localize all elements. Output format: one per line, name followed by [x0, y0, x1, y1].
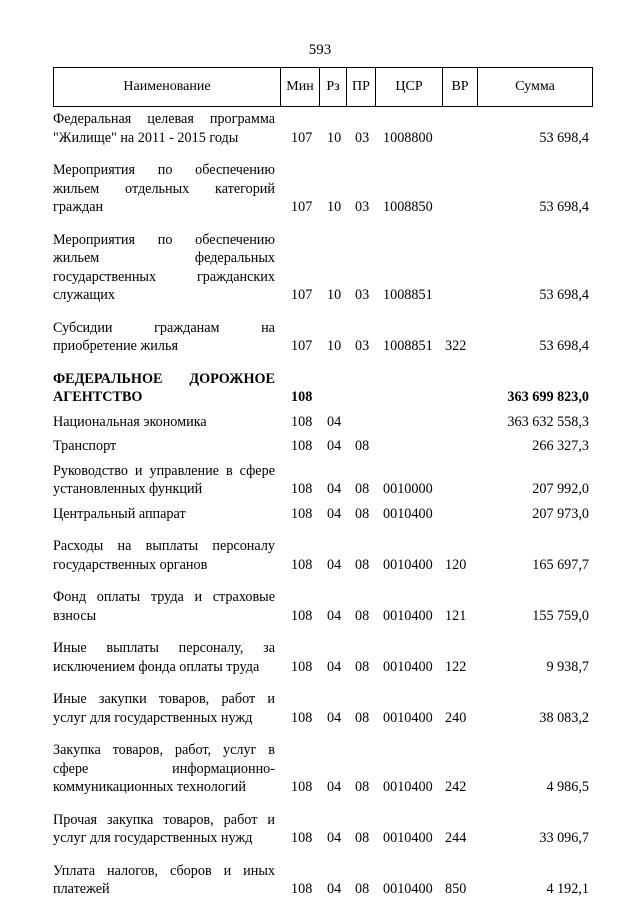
row-min: 107 — [291, 287, 313, 303]
row-name: Национальная экономика — [53, 413, 207, 430]
row-vr: 850 — [445, 881, 467, 897]
table-row — [53, 537, 593, 574]
row-rz: 04 — [327, 505, 342, 522]
row-min: 108 — [291, 556, 313, 573]
table-row — [53, 639, 593, 676]
row-sum: 33 096,7 — [539, 830, 589, 846]
row-sum: 165 697,7 — [532, 556, 589, 573]
row-min: 108 — [291, 658, 313, 675]
table-row — [53, 462, 593, 499]
row-vr: 322 — [445, 338, 467, 354]
row-pr: 03 — [355, 338, 370, 354]
page-number: 593 — [308, 42, 332, 58]
header-rz: Рз — [320, 68, 347, 107]
row-rz: 04 — [327, 607, 342, 624]
row-csr: 1008850 — [383, 199, 433, 215]
row-csr: 0010400 — [383, 556, 433, 573]
row-rz: 10 — [327, 129, 342, 146]
row-pr: 03 — [355, 287, 370, 303]
row-pr: 03 — [355, 199, 370, 215]
row-name: Уплата налогов, сборов и иных платежей — [53, 862, 275, 897]
row-csr: 0010400 — [383, 881, 433, 897]
row-csr: 0010400 — [383, 830, 433, 846]
row-name: Мероприятия по обеспечению жильем отдельных категорий граждан — [53, 162, 275, 215]
row-min: 107 — [291, 338, 313, 354]
row-csr: 1008851 — [383, 287, 433, 303]
row-name: Прочая закупка товаров, работ и услуг для государственных нужд — [53, 811, 275, 846]
row-name: Федеральная целевая программа "Жилище" на 2011 - 2015 годы — [53, 111, 275, 146]
row-sum: 53 698,4 — [539, 338, 589, 354]
row-rz: 04 — [327, 413, 342, 430]
row-min: 108 — [291, 881, 313, 897]
row-sum: 207 992,0 — [532, 481, 589, 497]
row-sum: 266 327,3 — [532, 438, 589, 454]
row-vr: 121 — [445, 607, 467, 624]
header-vr: ВР — [443, 68, 478, 107]
header-pr: ПР — [347, 68, 376, 107]
row-csr: 0010000 — [383, 481, 433, 497]
table-row — [53, 437, 593, 456]
row-csr: 0010400 — [383, 658, 433, 675]
row-rz: 04 — [327, 556, 342, 573]
row-sum: 9 938,7 — [546, 658, 589, 675]
header-csr: ЦСР — [376, 68, 443, 107]
row-sum: 363 632 558,3 — [507, 413, 589, 430]
table-row — [53, 588, 593, 625]
row-pr: 08 — [355, 505, 370, 522]
row-rz: 04 — [327, 481, 342, 497]
row-rz: 10 — [327, 338, 342, 354]
row-name: Фонд оплаты труда и страховые взносы — [53, 589, 275, 624]
table-row — [53, 811, 593, 848]
row-sum: 363 699 823,0 — [507, 389, 589, 405]
row-vr: 242 — [445, 779, 467, 795]
row-min: 108 — [291, 607, 313, 624]
row-rz: 04 — [327, 438, 342, 454]
row-sum: 53 698,4 — [539, 287, 589, 303]
row-sum: 53 698,4 — [539, 199, 589, 215]
row-csr: 1008851 — [383, 338, 433, 354]
table-row — [53, 862, 593, 899]
row-rz: 04 — [327, 830, 342, 846]
row-pr: 08 — [355, 830, 370, 846]
row-name: Субсидии гражданам на приобретение жилья — [53, 319, 275, 354]
table-row — [53, 690, 593, 727]
table-body — [53, 108, 593, 899]
row-csr: 0010400 — [383, 779, 433, 795]
table-row — [53, 161, 593, 217]
row-name: ФЕДЕРАЛЬНОЕ ДОРОЖНОЕ АГЕНТСТВО — [53, 370, 275, 405]
row-pr: 08 — [355, 779, 370, 795]
row-name: Руководство и управление в сфере установленных функций — [53, 462, 275, 497]
header-name: Наименование — [54, 68, 281, 107]
row-name: Иные выплаты персоналу, за исключением фонда оплаты труда — [53, 640, 275, 675]
row-pr: 08 — [355, 481, 370, 497]
row-min: 108 — [291, 389, 313, 405]
row-sum: 4 986,5 — [546, 779, 589, 795]
row-min: 108 — [291, 481, 313, 497]
row-pr: 08 — [355, 556, 370, 573]
row-name: Центральный аппарат — [53, 505, 186, 522]
row-rz: 04 — [327, 658, 342, 675]
row-min: 107 — [291, 129, 313, 146]
row-min: 108 — [291, 830, 313, 846]
row-vr: 122 — [445, 658, 467, 675]
row-name: Закупка товаров, работ, услуг в сфере информационно-коммуникационных технологий — [53, 742, 275, 795]
table-row — [53, 413, 593, 432]
row-pr: 08 — [355, 658, 370, 675]
row-pr: 03 — [355, 129, 370, 146]
table-row — [53, 741, 593, 797]
row-min: 108 — [291, 779, 313, 795]
row-rz: 04 — [327, 779, 342, 795]
row-sum: 155 759,0 — [532, 607, 589, 624]
table-row — [53, 319, 593, 356]
row-sum: 207 973,0 — [532, 505, 589, 522]
row-name: Расходы на выплаты персоналу государственных органов — [53, 538, 275, 573]
row-csr: 0010400 — [383, 505, 433, 522]
row-rz: 10 — [327, 199, 342, 215]
row-csr: 1008800 — [383, 129, 433, 146]
header-min: Мин — [281, 68, 320, 107]
row-min: 107 — [291, 199, 313, 215]
row-min: 108 — [291, 413, 313, 430]
row-rz: 10 — [327, 287, 342, 303]
table-row — [53, 505, 593, 524]
row-sum: 53 698,4 — [539, 129, 589, 146]
row-vr: 120 — [445, 556, 467, 573]
row-name: Транспорт — [53, 438, 117, 454]
row-vr: 244 — [445, 830, 467, 846]
table-row — [53, 110, 593, 147]
row-min: 108 — [291, 709, 313, 726]
header-sum: Сумма — [478, 68, 593, 107]
row-name: Мероприятия по обеспечению жильем федеральных государственных гражданских служащих — [53, 231, 275, 303]
row-rz: 04 — [327, 709, 342, 726]
row-pr: 08 — [355, 438, 370, 454]
row-sum: 4 192,1 — [546, 881, 589, 897]
row-name: Иные закупки товаров, работ и услуг для государственных нужд — [53, 691, 275, 726]
row-pr: 08 — [355, 709, 370, 726]
row-pr: 08 — [355, 881, 370, 897]
row-csr: 0010400 — [383, 607, 433, 624]
row-pr: 08 — [355, 607, 370, 624]
table-row — [53, 370, 593, 407]
row-sum: 38 083,2 — [539, 709, 589, 726]
row-min: 108 — [291, 438, 313, 454]
table-row — [53, 231, 593, 305]
row-min: 108 — [291, 505, 313, 522]
row-rz: 04 — [327, 881, 342, 897]
row-vr: 240 — [445, 709, 467, 726]
row-csr: 0010400 — [383, 709, 433, 726]
table-header — [53, 67, 593, 107]
